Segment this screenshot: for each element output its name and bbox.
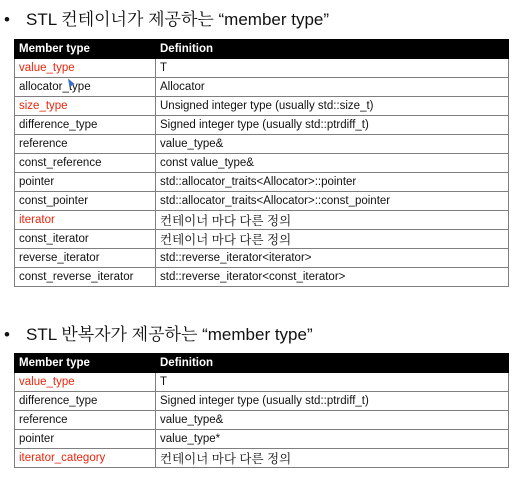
definition-cell: Signed integer type (usually std::ptrdiff_t) (156, 116, 509, 135)
definition-cell: std::reverse_iterator<const_iterator> (156, 268, 509, 287)
definition-cell: T (156, 373, 509, 392)
table-row (15, 97, 509, 116)
member-type-cell: size_type (15, 97, 156, 116)
definition-cell: std::allocator_traits<Allocator>::pointer (156, 173, 509, 192)
bullet: • (4, 10, 10, 29)
table-row (15, 211, 509, 230)
member-type-cell: difference_type (15, 392, 156, 411)
section1-heading (4, 9, 329, 31)
table-row (15, 430, 509, 449)
member-type-cell: pointer (15, 173, 156, 192)
table-header-row (15, 40, 509, 59)
table-body (15, 373, 509, 468)
section2-heading (4, 324, 313, 346)
table-row (15, 59, 509, 78)
table-row (15, 392, 509, 411)
definition-cell: 컨테이너 마다 다른 정의 (156, 230, 509, 249)
bullet: • (4, 325, 10, 344)
member-type-cell: pointer (15, 430, 156, 449)
member-type-cell: const_pointer (15, 192, 156, 211)
definition-cell: T (156, 59, 509, 78)
table-row (15, 411, 509, 430)
member-type-cell: allocator_type (15, 78, 156, 97)
member-type-cell: value_type (15, 373, 156, 392)
definition-cell: Unsigned integer type (usually std::size_t) (156, 97, 509, 116)
member-type-cell: value_type (15, 59, 156, 78)
table-row (15, 449, 509, 468)
table-row (15, 78, 509, 97)
header-member-type: Member type (15, 40, 156, 59)
member-type-cell: reverse_iterator (15, 249, 156, 268)
table-row (15, 135, 509, 154)
header-member-type: Member type (15, 354, 156, 373)
table-header-row (15, 354, 509, 373)
definition-cell: value_type& (156, 135, 509, 154)
member-type-cell: const_reverse_iterator (15, 268, 156, 287)
member-type-cell: iterator (15, 211, 156, 230)
table-row (15, 249, 509, 268)
member-type-cell: const_iterator (15, 230, 156, 249)
header-definition: Definition (156, 354, 509, 373)
table-row (15, 116, 509, 135)
definition-cell: value_type& (156, 411, 509, 430)
definition-cell: 컨테이너 마다 다른 정의 (156, 449, 509, 468)
table-row (15, 173, 509, 192)
definition-cell: std::allocator_traits<Allocator>::const_pointer (156, 192, 509, 211)
definition-cell: 컨테이너 마다 다른 정의 (156, 211, 509, 230)
section2-title: STL 반복자가 제공하는 “member type” (26, 325, 313, 344)
table-row (15, 192, 509, 211)
header-definition: Definition (156, 40, 509, 59)
member-type-cell: reference (15, 411, 156, 430)
definition-cell: Signed integer type (usually std::ptrdiff_t) (156, 392, 509, 411)
definition-cell: Allocator (156, 78, 509, 97)
table-row (15, 154, 509, 173)
iterator-member-type-table (14, 353, 509, 468)
member-type-cell: difference_type (15, 116, 156, 135)
member-type-cell: iterator_category (15, 449, 156, 468)
definition-cell: value_type* (156, 430, 509, 449)
member-type-cell: reference (15, 135, 156, 154)
table-body (15, 59, 509, 287)
definition-cell: std::reverse_iterator<iterator> (156, 249, 509, 268)
member-type-cell: const_reference (15, 154, 156, 173)
table-row (15, 230, 509, 249)
container-member-type-table (14, 39, 509, 287)
table-row (15, 373, 509, 392)
definition-cell: const value_type& (156, 154, 509, 173)
table-row (15, 268, 509, 287)
section1-title: STL 컨테이너가 제공하는 “member type” (26, 10, 330, 29)
